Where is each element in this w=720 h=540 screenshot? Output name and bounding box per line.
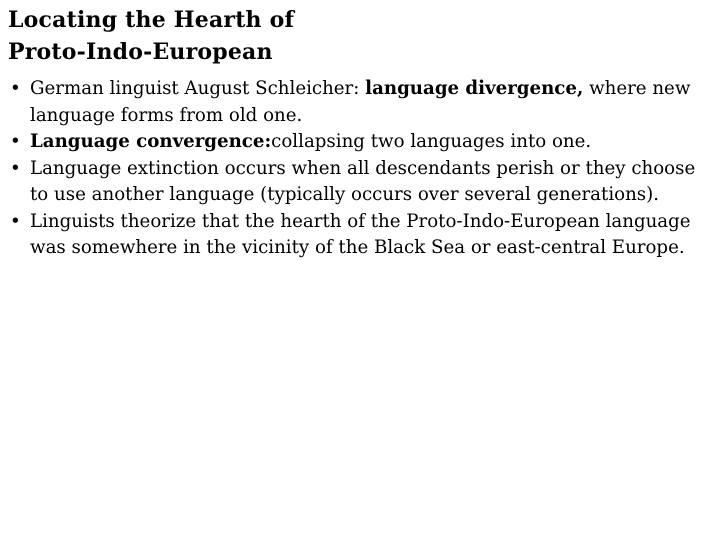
bullet-term-language-convergence: Language convergence:: [30, 131, 272, 152]
bullet-term-language-divergence: language divergence,: [365, 78, 584, 99]
bullet-item-convergence: [10, 129, 716, 156]
bullet-text-post: collapsing two languages into one.: [271, 131, 592, 152]
slide-title: [8, 4, 708, 68]
bullet-text-post: where new language forms from old one.: [30, 78, 691, 126]
bullet-text: Linguists theorize that the hearth of the Proto-Indo-European language was somewhere in the vicinity of the Black Sea or east-central Europe.: [30, 210, 691, 258]
slide-title-line-1: Locating the Hearth of: [8, 7, 295, 33]
bullet-text: Language extinction occurs when all descendants perish or they choose to use another language (typically occurs over several generations).: [30, 157, 696, 205]
bullet-item-extinction: [10, 156, 716, 209]
bullet-text-pre: German linguist August Schleicher:: [30, 78, 366, 99]
bullet-item-hearth: [10, 209, 716, 262]
bullet-icon: •: [10, 157, 21, 179]
bullet-icon: •: [10, 78, 21, 99]
bullet-list: [10, 76, 716, 262]
bullet-icon: •: [10, 131, 21, 152]
slide-title-line-2: Proto-Indo-European: [8, 39, 273, 65]
bullet-item-schleicher: [10, 76, 716, 129]
bullet-icon: •: [10, 210, 21, 232]
